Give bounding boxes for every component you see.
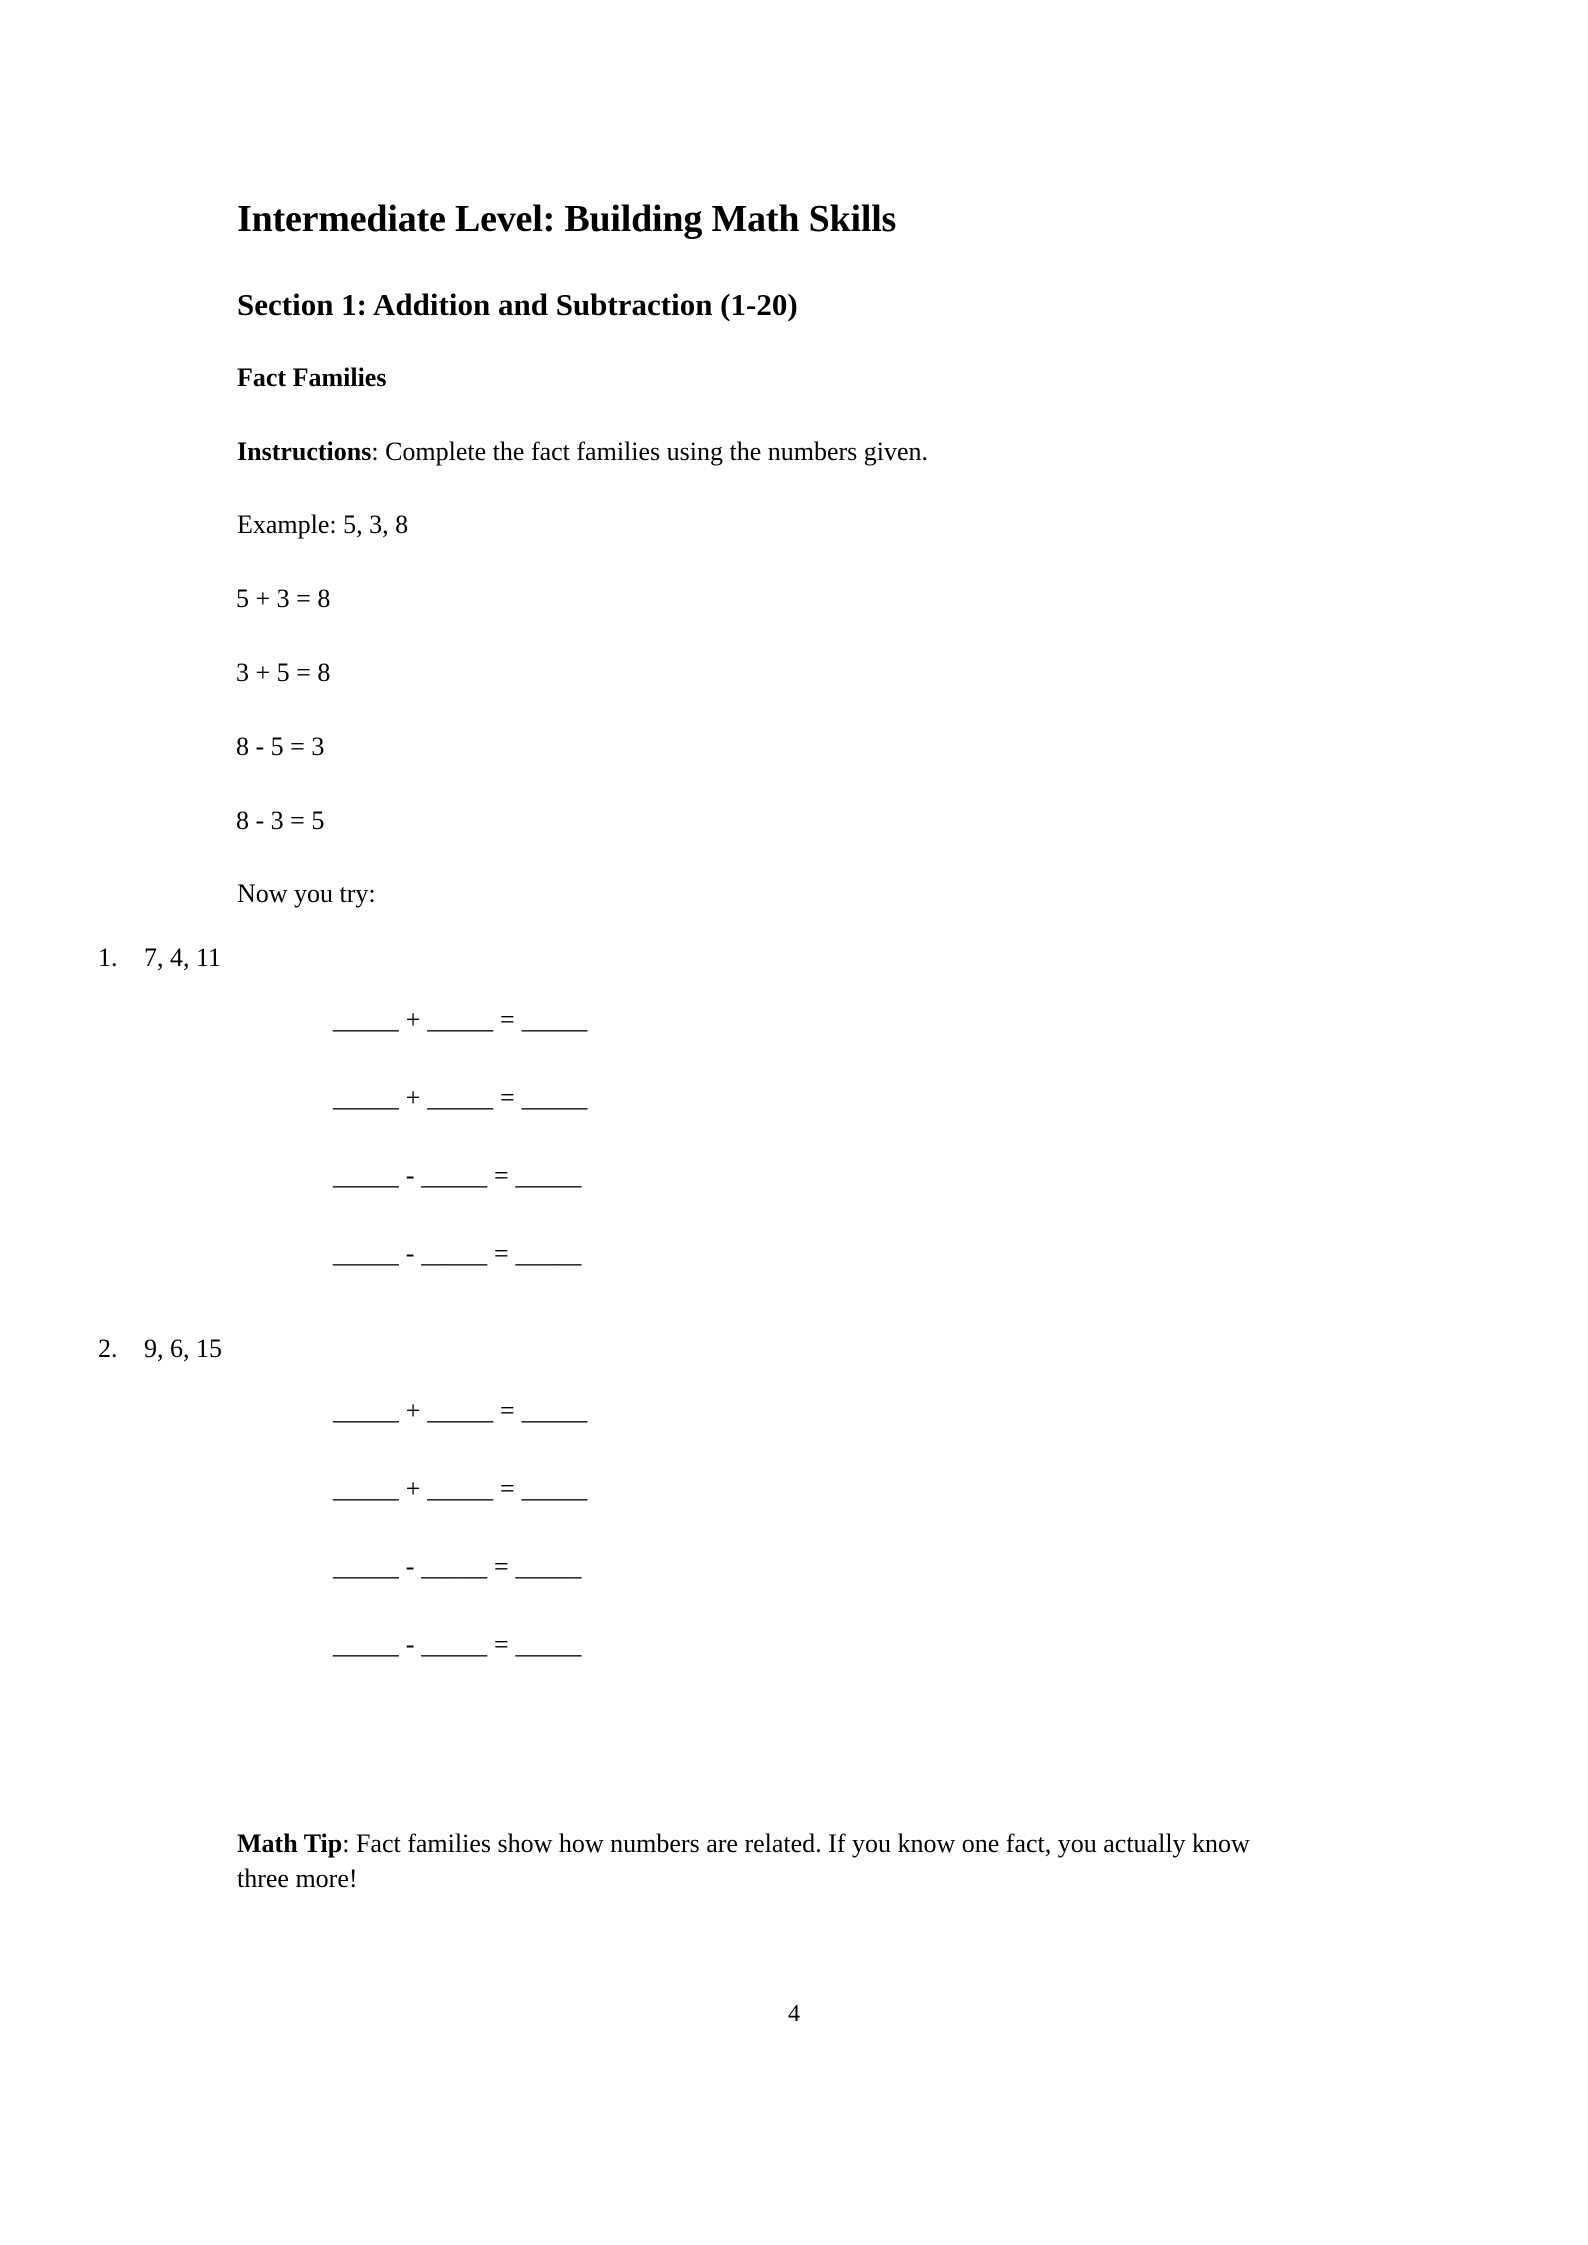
blank-equation-row <box>333 1003 588 1081</box>
answer-blank[interactable]: _____ <box>421 1161 488 1190</box>
exercise-number: 2. <box>98 1334 118 1363</box>
blank-equation-row <box>333 1237 588 1315</box>
example-equation: 8 - 5 = 3 <box>236 731 325 761</box>
operator-symbol: + <box>405 1474 421 1503</box>
instructions-paragraph <box>237 435 1297 469</box>
equals-symbol: = <box>493 1630 509 1659</box>
answer-blank[interactable]: _____ <box>521 1474 588 1503</box>
answer-blank[interactable]: _____ <box>421 1630 488 1659</box>
sub-heading-fact-families: Fact Families <box>237 363 387 393</box>
example-equation: 3 + 5 = 8 <box>236 658 331 688</box>
answer-blank[interactable]: _____ <box>333 1239 399 1268</box>
operator-symbol: - <box>405 1552 415 1581</box>
math-tip-paragraph <box>237 1826 1299 1897</box>
blank-equation-row <box>333 1472 588 1550</box>
fact-family-blanks <box>333 1003 588 1315</box>
blank-equation-row <box>333 1550 588 1628</box>
answer-blank[interactable]: _____ <box>521 1083 588 1112</box>
answer-blank[interactable]: _____ <box>515 1630 582 1659</box>
answer-blank[interactable]: _____ <box>427 1474 494 1503</box>
equals-symbol: = <box>499 1474 515 1503</box>
page-title: Intermediate Level: Building Math Skills <box>237 198 897 240</box>
blank-equation-row <box>333 1394 588 1472</box>
example-label: Example: 5, 3, 8 <box>237 510 409 540</box>
answer-blank[interactable]: _____ <box>521 1005 588 1034</box>
operator-symbol: - <box>405 1630 415 1659</box>
exercise-label <box>98 1332 222 1366</box>
equals-symbol: = <box>493 1161 509 1190</box>
answer-blank[interactable]: _____ <box>421 1239 488 1268</box>
answer-blank[interactable]: _____ <box>427 1005 494 1034</box>
instructions-text: : Complete the fact families using the numbers given. <box>371 436 929 466</box>
exercise-number: 1. <box>98 943 118 972</box>
answer-blank[interactable]: _____ <box>333 1083 399 1112</box>
equals-symbol: = <box>499 1005 515 1034</box>
math-tip-text: : Fact families show how numbers are related. If you know one fact, you actually know three more! <box>237 1829 1250 1894</box>
answer-blank[interactable]: _____ <box>333 1161 399 1190</box>
answer-blank[interactable]: _____ <box>333 1474 399 1503</box>
equals-symbol: = <box>499 1083 515 1112</box>
now-you-try-label: Now you try: <box>237 879 376 909</box>
answer-blank[interactable]: _____ <box>427 1396 494 1425</box>
operator-symbol: - <box>405 1161 415 1190</box>
operator-symbol: + <box>405 1005 421 1034</box>
blank-equation-row <box>333 1081 588 1159</box>
exercise-numbers: 9, 6, 15 <box>144 1334 222 1363</box>
operator-symbol: + <box>405 1083 421 1112</box>
equals-symbol: = <box>493 1239 509 1268</box>
answer-blank[interactable]: _____ <box>333 1396 399 1425</box>
operator-symbol: + <box>405 1396 421 1425</box>
answer-blank[interactable]: _____ <box>515 1552 582 1581</box>
math-tip-label: Math Tip <box>237 1829 343 1858</box>
example-equation: 5 + 3 = 8 <box>236 584 331 614</box>
answer-blank[interactable]: _____ <box>521 1396 588 1425</box>
operator-symbol: - <box>405 1239 415 1268</box>
page-number: 4 <box>788 2001 800 2027</box>
document-content <box>237 196 1297 911</box>
answer-blank[interactable]: _____ <box>333 1630 399 1659</box>
instructions-label: Instructions <box>237 436 372 466</box>
fact-family-blanks <box>333 1394 588 1706</box>
blank-equation-row <box>333 1628 588 1706</box>
answer-blank[interactable]: _____ <box>515 1161 582 1190</box>
answer-blank[interactable]: _____ <box>333 1552 399 1581</box>
equals-symbol: = <box>499 1396 515 1425</box>
answer-blank[interactable]: _____ <box>421 1552 488 1581</box>
section-heading: Section 1: Addition and Subtraction (1-20) <box>237 287 798 323</box>
equals-symbol: = <box>493 1552 509 1581</box>
answer-blank[interactable]: _____ <box>333 1005 399 1034</box>
answer-blank[interactable]: _____ <box>427 1083 494 1112</box>
exercise-numbers: 7, 4, 11 <box>144 943 222 972</box>
example-equation: 8 - 3 = 5 <box>236 805 325 835</box>
exercise-label <box>98 941 221 975</box>
answer-blank[interactable]: _____ <box>515 1239 582 1268</box>
blank-equation-row <box>333 1159 588 1237</box>
